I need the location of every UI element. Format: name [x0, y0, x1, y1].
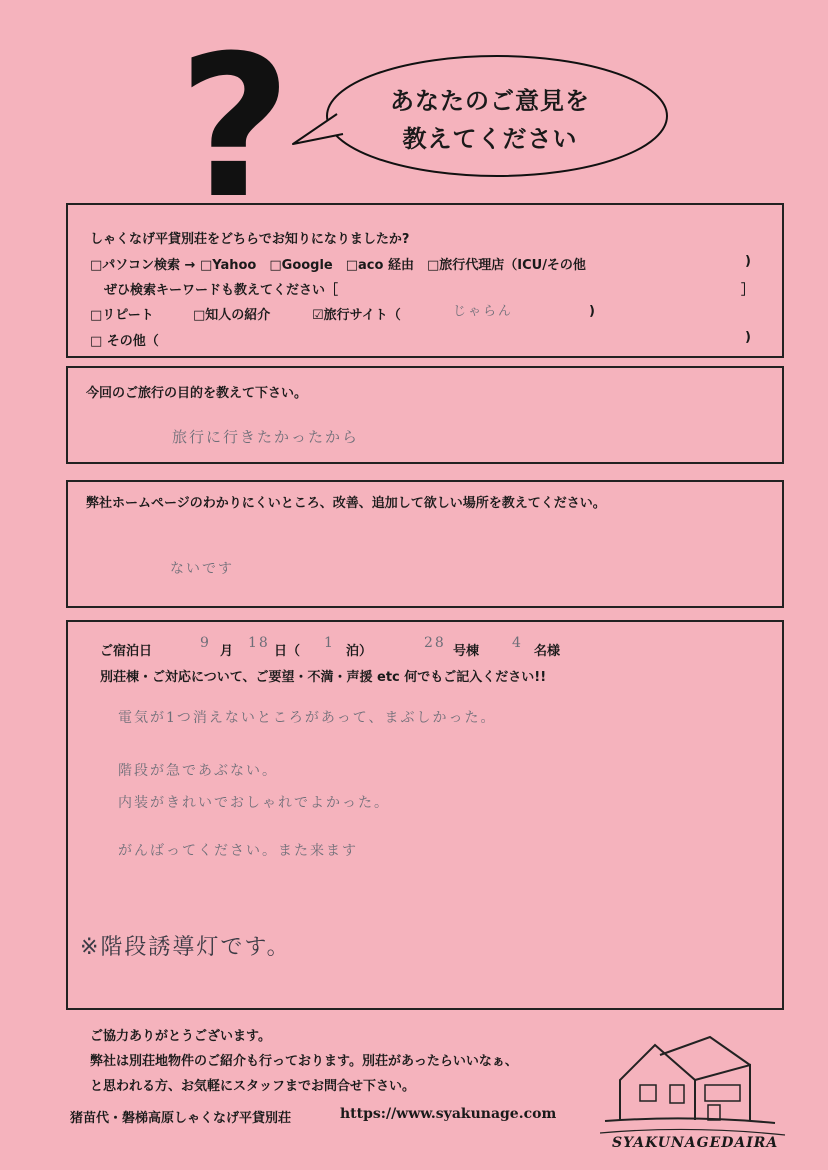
other-close: ): [745, 330, 751, 345]
staff-note: ※階段誘導灯です。: [80, 935, 291, 960]
building-label: 号棟: [453, 644, 480, 659]
comment-line: がんばってください。また来ます: [118, 843, 358, 859]
day-label: 日（: [274, 644, 301, 659]
comment-line: 電気が1つ消えないところがあって、まぶしかった。: [118, 710, 497, 726]
stay-label: ご宿泊日: [100, 644, 153, 659]
search-options-row: □パソコン検索 → □Yahoo □Google □aco 経由 □旅行代理店（ICU/その他: [90, 258, 586, 273]
comment-line: 内装がきれいでおしゃれでよかった。: [118, 795, 390, 811]
repeat-checkbox: □リピート: [90, 308, 154, 323]
footer-thanks: ご協力ありがとうございます。: [90, 1029, 271, 1044]
guest-label: 名様: [534, 644, 561, 659]
building-number: 28: [424, 635, 446, 651]
footer-line-2: 弊社は別荘地物件のご紹介も行っております。別荘があったらいいなぁ、: [90, 1054, 518, 1069]
footer-line-3: と思われる方、お気軽にスタッフまでお問合せ下さい。: [90, 1079, 416, 1094]
guest-count: 4: [512, 635, 523, 651]
travel-site-close: ): [589, 304, 595, 319]
question-mark-graphic: ?: [178, 14, 292, 242]
source-question: しゃくなげ平貸別荘をどちらでお知りになりましたか?: [90, 232, 410, 247]
other-checkbox: □ その他（: [90, 334, 159, 349]
referral-checkbox: □知人の紹介: [193, 308, 271, 323]
purpose-question: 今回のご旅行の目的を教えて下さい。: [86, 386, 308, 401]
purpose-section: [66, 366, 784, 464]
website-answer: ないです: [170, 561, 234, 577]
stay-day: 18: [248, 635, 270, 651]
stay-month: 9: [200, 635, 211, 651]
comment-line: 階段が急であぶない。: [118, 763, 278, 779]
bubble-text: [330, 82, 650, 158]
search-options-close: ): [745, 254, 751, 269]
logo-text: SYAKUNAGEDAIRA: [612, 1135, 779, 1151]
nights-label: 泊）: [346, 644, 373, 659]
travel-site-checkbox: ☑旅行サイト（: [312, 308, 401, 323]
month-label: 月: [220, 644, 234, 659]
website-url[interactable]: https://www.syakunage.com: [340, 1106, 557, 1122]
keyword-prompt: ぜひ検索キーワードも教えてください［: [104, 283, 339, 298]
comments-prompt: 別荘棟・ご対応について、ご要望・不満・声援 etc 何でもご記入ください!!: [100, 670, 547, 685]
travel-site-answer: じゃらん: [453, 304, 514, 319]
bubble-line-1: あなたのご意見を: [390, 87, 590, 115]
keyword-close: ］: [741, 283, 755, 298]
company-name: 猪苗代・磐梯高原しゃくなげ平貸別荘: [70, 1111, 292, 1126]
bubble-line-2: 教えてください: [402, 125, 578, 153]
purpose-answer: 旅行に行きたかったから: [172, 428, 360, 446]
website-question: 弊社ホームページのわかりにくいところ、改善、追加して欲しい場所を教えてください。: [86, 496, 606, 511]
stay-nights: 1: [324, 635, 335, 651]
